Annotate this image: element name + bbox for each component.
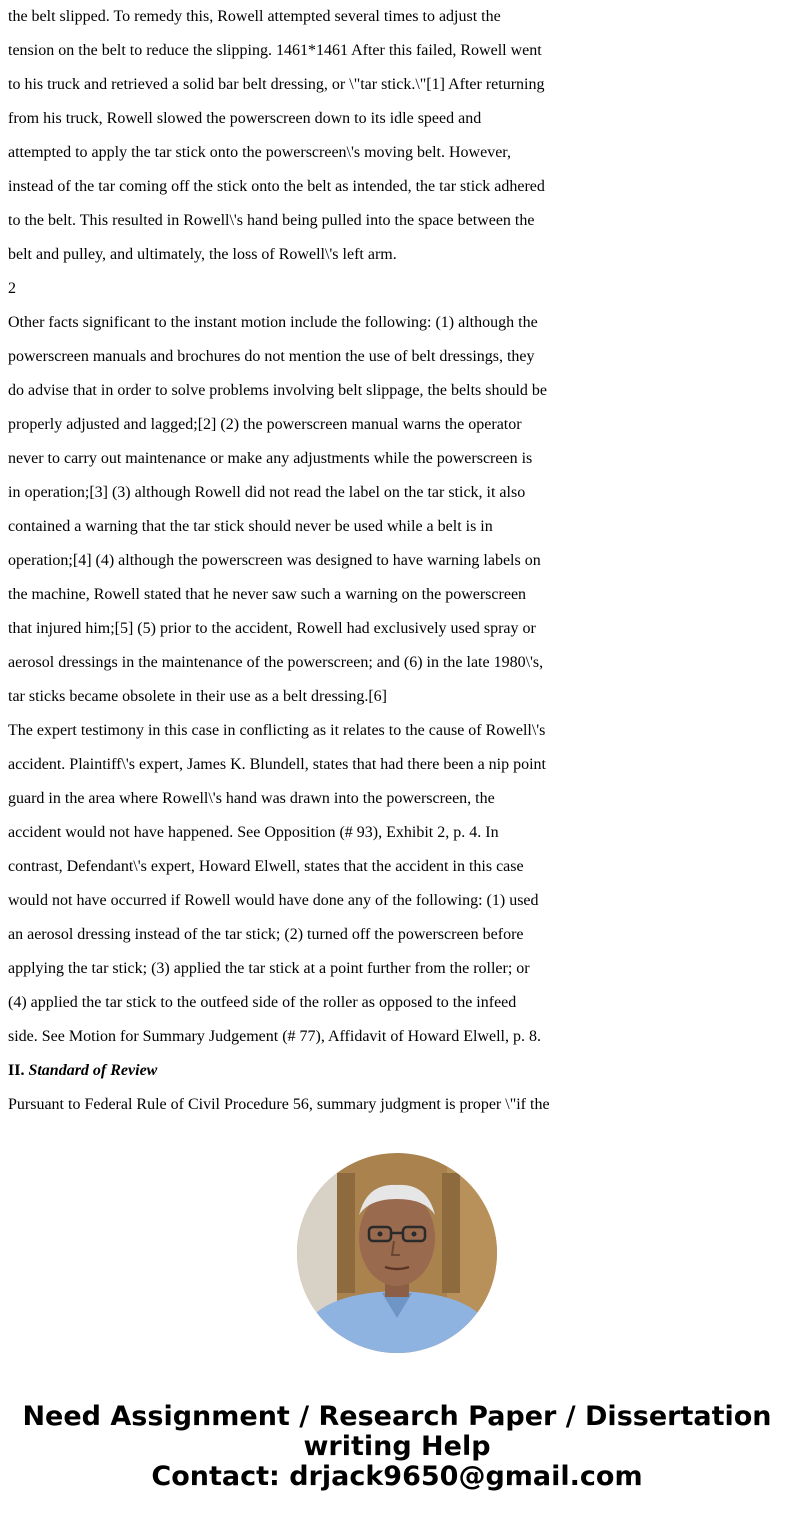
text-line: to the belt. This resulted in Rowell\'s hand being pulled into the space between the	[8, 212, 535, 229]
text-line: properly adjusted and lagged;[2] (2) the powerscreen manual warns the operator	[8, 416, 522, 433]
text-line: Pursuant to Federal Rule of Civil Procedure 56, summary judgment is proper \"if the	[8, 1096, 550, 1113]
section-heading	[8, 1054, 568, 1088]
text-line: never to carry out maintenance or make any adjustments while the powerscreen is	[8, 450, 533, 467]
text-line: contained a warning that the tar stick should never be used while a belt is in	[8, 518, 493, 535]
text-line: do advise that in order to solve problems involving belt slippage, the belts should be	[8, 382, 548, 399]
text-line: Other facts significant to the instant motion include the following: (1) although the	[8, 314, 538, 331]
text-line: powerscreen manuals and brochures do not mention the use of belt dressings, they	[8, 348, 535, 365]
text-line: (4) applied the tar stick to the outfeed side of the roller as opposed to the infeed	[8, 994, 517, 1011]
section-heading-number: II.	[8, 1062, 25, 1079]
promo-line: Need Assignment / Research Paper / Dissertation	[22, 1401, 772, 1432]
text-line: belt and pulley, and ultimately, the loss of Rowell\'s left arm.	[8, 246, 397, 263]
text-line: guard in the area where Rowell\'s hand was drawn into the powerscreen, the	[8, 790, 495, 807]
text-line: attempted to apply the tar stick onto the powerscreen\'s moving belt. However,	[8, 144, 511, 161]
text-line: The expert testimony in this case in conflicting as it relates to the cause of Rowell\'s	[8, 722, 546, 739]
text-line: the belt slipped. To remedy this, Rowell attempted several times to adjust the	[8, 8, 501, 25]
text-line: in operation;[3] (3) although Rowell did not read the label on the tar stick, it also	[8, 484, 526, 501]
text-line: the machine, Rowell stated that he never saw such a warning on the powerscreen	[8, 586, 527, 603]
promo-banner	[0, 1402, 794, 1492]
text-line: from his truck, Rowell slowed the powerscreen down to its idle speed and	[8, 110, 482, 127]
text-line: an aerosol dressing instead of the tar stick; (2) turned off the powerscreen before	[8, 926, 524, 943]
section-heading-title: Standard of Review	[28, 1062, 158, 1079]
avatar-portrait	[297, 1153, 497, 1353]
paragraph-number: 2	[8, 280, 16, 297]
text-line: accident. Plaintiff\'s expert, James K. Blundell, states that had there been a nip point	[8, 756, 546, 773]
text-line: would not have occurred if Rowell would have done any of the following: (1) used	[8, 892, 539, 909]
avatar	[297, 1153, 497, 1353]
text-line: accident would not have happened. See Opposition (# 93), Exhibit 2, p. 4. In	[8, 824, 499, 841]
promo-line: writing Help	[303, 1431, 491, 1462]
text-line: tar sticks became obsolete in their use as a belt dressing.[6]	[8, 688, 387, 705]
document-body	[8, 0, 568, 1122]
text-line: tension on the belt to reduce the slipping. 1461*1461 After this failed, Rowell went	[8, 42, 542, 59]
text-line: contrast, Defendant\'s expert, Howard Elwell, states that the accident in this case	[8, 858, 524, 875]
text-line: operation;[4] (4) although the powerscreen was designed to have warning labels on	[8, 552, 541, 569]
text-line: applying the tar stick; (3) applied the tar stick at a point further from the roller; or	[8, 960, 530, 977]
text-line: to his truck and retrieved a solid bar belt dressing, or \"tar stick.\"[1] After returning	[8, 76, 545, 93]
promo-contact: Contact: drjack9650@gmail.com	[151, 1461, 643, 1492]
text-line: instead of the tar coming off the stick onto the belt as intended, the tar stick adhered	[8, 178, 545, 195]
text-line: that injured him;[5] (5) prior to the accident, Rowell had exclusively used spray or	[8, 620, 536, 637]
text-line: side. See Motion for Summary Judgement (# 77), Affidavit of Howard Elwell, p. 8.	[8, 1028, 541, 1045]
text-line: aerosol dressings in the maintenance of the powerscreen; and (6) in the late 1980\'s,	[8, 654, 544, 671]
